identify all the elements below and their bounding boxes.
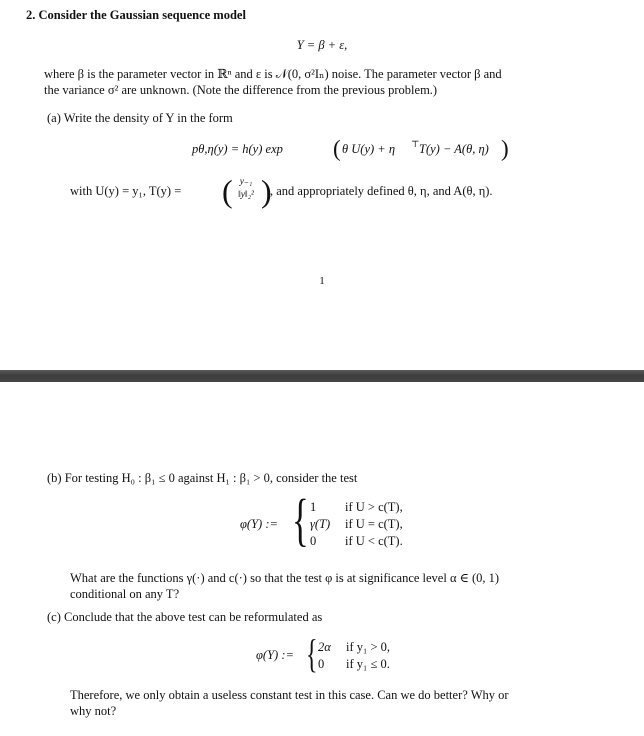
part-b-question-line-2: conditional on any T? [70, 587, 180, 601]
case-c-2-condition: if y₁ ≤ 0. [346, 657, 390, 671]
problem-heading: 2. Consider the Gaussian sequence model [26, 8, 246, 22]
phi-lhs-b: φ(Y) := [240, 517, 278, 531]
transpose-sup: ⊤ [411, 139, 420, 149]
brace-c: { [306, 631, 318, 676]
part-c-closing-line-2: why not? [70, 704, 117, 718]
part-a-label: (a) Write the density of Y in the form [47, 111, 233, 125]
model-equation: Y = β + ε, [296, 38, 348, 52]
case-c-1-value: 2α [318, 640, 331, 654]
phi-lhs-c: φ(Y) := [256, 648, 294, 662]
with-line [70, 173, 550, 209]
case-b-2-condition: if U = c(T), [345, 517, 403, 531]
density-inner: θ U(y) + η [342, 142, 396, 156]
vector-paren-left: ( [222, 173, 233, 209]
intro-line-2: the variance σ² are unknown. (Note the difference from the previous problem.) [44, 83, 438, 97]
case-b-3-condition: if U < c(T). [345, 534, 403, 548]
brace-b: { [292, 487, 309, 552]
part-b-question-line-1: What are the functions γ(·) and c(·) so that the test φ is at significance level α ∈ (0, 1) [70, 571, 500, 585]
case-b-1-value: 1 [310, 500, 317, 514]
vector-bottom: ‖y‖₂² [238, 190, 254, 200]
vector-paren-right: ) [261, 173, 272, 209]
paren-right: ) [501, 136, 509, 161]
phi-piecewise-b [240, 487, 440, 555]
part-c-label: (c) Conclude that the above test can be reformulated as [47, 610, 323, 624]
phi-piecewise-c [256, 631, 436, 677]
intro-line-1: where β is the parameter vector in ℝⁿ and ε is 𝒩(0, σ²Iₙ) noise. The parameter vector β and [44, 67, 502, 81]
case-c-2-value: 0 [318, 657, 325, 671]
case-c-1-condition: if y₁ > 0, [346, 640, 391, 654]
page-2 [0, 382, 644, 736]
case-b-2-value: γ(T) [310, 517, 331, 531]
vector-top: y₋₁ [239, 177, 253, 187]
part-b-label: (b) For testing H₀ : β₁ ≤ 0 against H₁ : β₁ > 0, consider the test [47, 471, 358, 485]
with-suffix: , and appropriately defined θ, η, and A(θ, η). [270, 184, 493, 198]
part-c-closing-line-1: Therefore, we only obtain a useless constant test in this case. Can we do better? Why or [70, 688, 509, 702]
density-tail: T(y) − A(θ, η) [419, 142, 489, 156]
case-b-3-value: 0 [310, 534, 317, 548]
density-equation [192, 138, 512, 162]
with-prefix: with U(y) = y₁, T(y) = [70, 184, 182, 198]
paren-left: ( [333, 136, 341, 161]
page-number: 1 [319, 275, 325, 287]
density-lhs: pθ,η(y) = h(y) exp [192, 142, 283, 156]
case-b-1-condition: if U > c(T), [345, 500, 403, 514]
